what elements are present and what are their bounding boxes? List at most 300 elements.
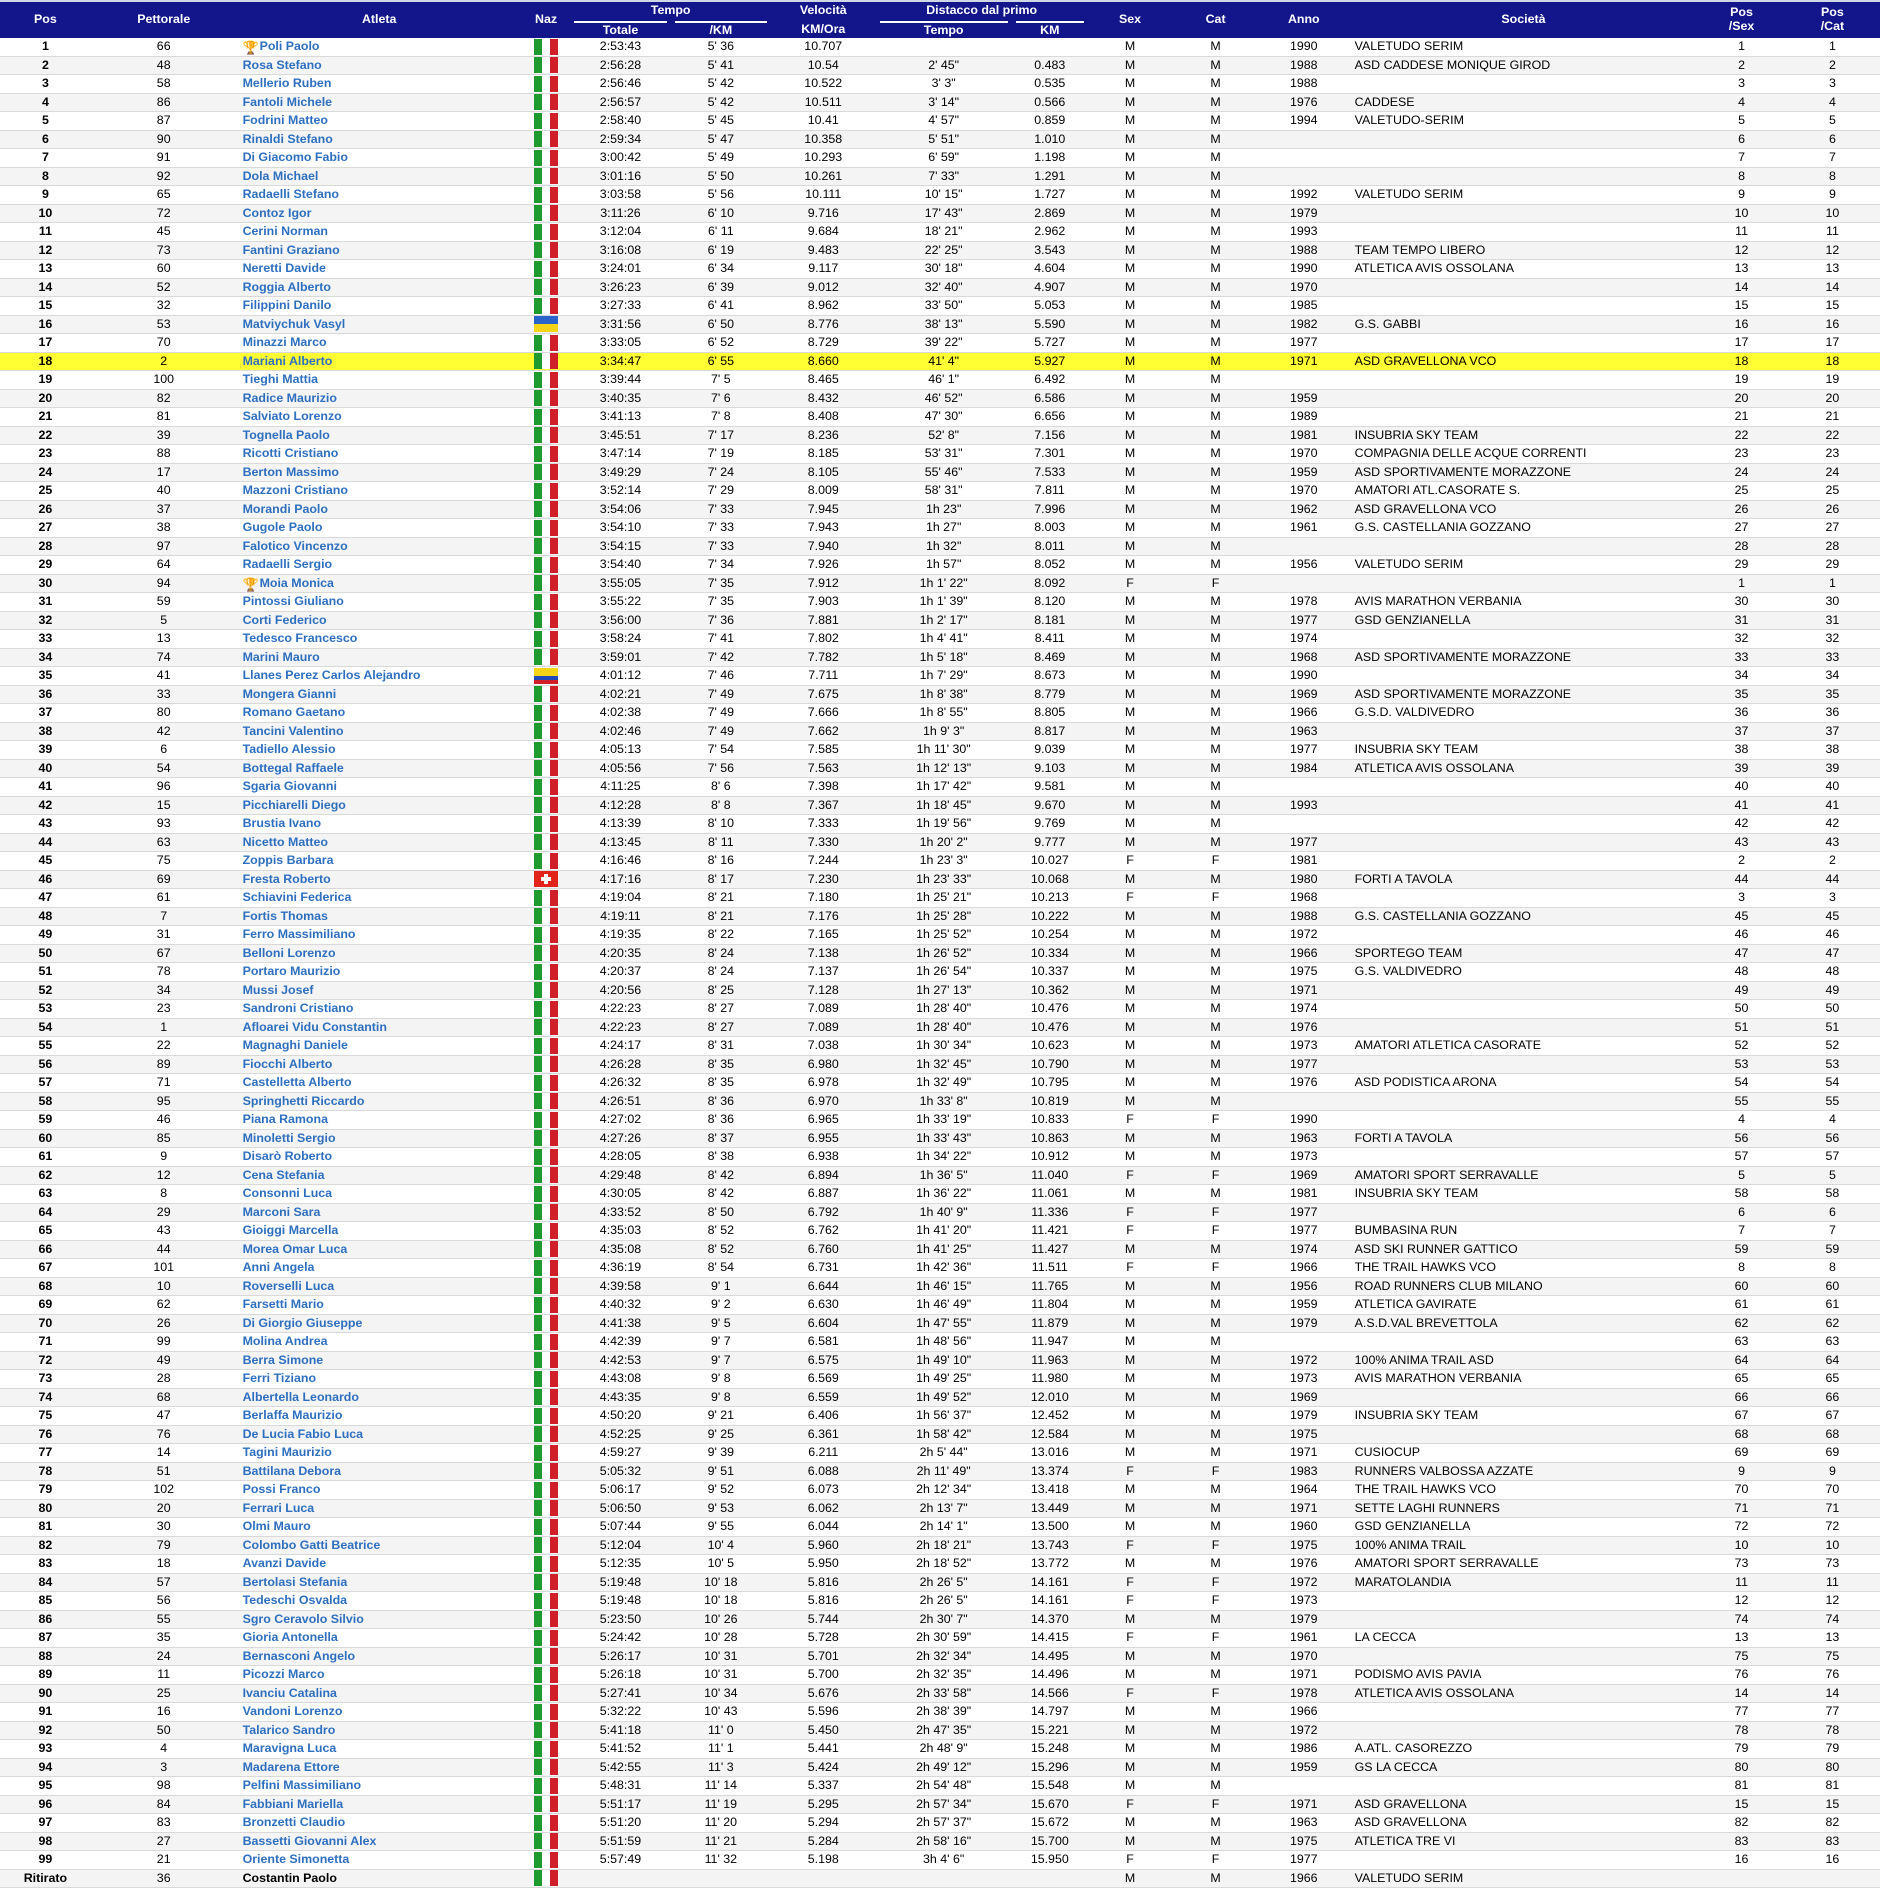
cell-distacco-tempo: 1h 33' 43" (876, 1129, 1012, 1148)
athlete-name-link[interactable]: Corti Federico (242, 612, 327, 627)
cell-pace: 6' 39 (671, 278, 771, 297)
cell-atleta[interactable] (237, 130, 522, 149)
it-flag-icon (534, 261, 558, 277)
cell-atleta[interactable] (237, 907, 522, 926)
athlete-name-link[interactable]: Fodrini Matteo (242, 113, 328, 128)
athlete-name-link[interactable]: Bertolasi Stefania (242, 1574, 348, 1589)
athlete-name-link[interactable]: Morea Omar Luca (242, 1241, 348, 1256)
cell-pettorale: 101 (91, 1259, 237, 1278)
table-row (0, 685, 1880, 704)
col-kmora[interactable]: KM/Ora (771, 20, 876, 38)
cell-sex: M (1088, 1777, 1172, 1796)
cell-anno: 1959 (1259, 1758, 1349, 1777)
cell-atleta[interactable] (237, 741, 522, 760)
cell-pos: 32 (0, 611, 91, 630)
cell-naz (522, 75, 571, 94)
cell-sex: F (1088, 1573, 1172, 1592)
athlete-name-link[interactable]: Berton Massimo (242, 464, 339, 479)
athlete-name-link[interactable]: Portaro Maurizio (242, 964, 341, 979)
athlete-name-link[interactable]: Neretti Davide (242, 261, 326, 276)
athlete-name-link[interactable]: Ferrari Luca (242, 1500, 315, 1515)
cell-pettorale: 27 (91, 1832, 237, 1851)
col-pos[interactable]: Pos (0, 0, 91, 38)
cell-atleta[interactable] (237, 482, 522, 501)
cell-atleta[interactable] (237, 500, 522, 519)
cell-atleta[interactable] (237, 1203, 522, 1222)
athlete-name-link[interactable]: Tedeschi Osvalda (242, 1593, 348, 1608)
athlete-name-link[interactable]: Matviychuk Vasyl (242, 316, 346, 331)
cell-atleta[interactable] (237, 833, 522, 852)
it-flag-icon (534, 1741, 558, 1757)
athlete-name-link[interactable]: Albertella Leonardo (242, 1389, 359, 1404)
athlete-name-link: Costantin Paolo (242, 1870, 337, 1885)
athlete-name-link[interactable]: Mussi Josef (242, 982, 314, 997)
cell-atleta[interactable] (237, 1758, 522, 1777)
athlete-name-link[interactable]: Brustia Ivano (242, 816, 322, 831)
cell-atleta[interactable] (237, 1481, 522, 1500)
athlete-name-link[interactable]: Piana Ramona (242, 1112, 328, 1127)
cell-atleta[interactable] (237, 796, 522, 815)
cell-atleta[interactable] (237, 223, 522, 242)
cell-atleta[interactable] (237, 389, 522, 408)
cell-pos-cat: 31 (1785, 611, 1880, 630)
table-row (0, 56, 1880, 75)
cell-atleta[interactable] (237, 149, 522, 168)
cell-naz (522, 1721, 571, 1740)
cell-cat: M (1172, 1555, 1259, 1574)
cell-kmora: 5.676 (771, 1684, 876, 1703)
col-distacco-km[interactable]: KM (1012, 20, 1088, 38)
cell-sex: M (1088, 1647, 1172, 1666)
cell-atleta[interactable] (237, 1610, 522, 1629)
cell-atleta[interactable] (237, 260, 522, 279)
athlete-name-link[interactable]: Fortis Thomas (242, 908, 328, 923)
cell-atleta[interactable] (237, 1388, 522, 1407)
cell-atleta[interactable] (237, 889, 522, 908)
athlete-name-link[interactable]: Ivanciu Catalina (242, 1685, 337, 1700)
athlete-name-link[interactable]: Schiavini Federica (242, 890, 352, 905)
cell-pos-cat: 15 (1785, 1795, 1880, 1814)
cell-atleta[interactable] (237, 278, 522, 297)
cell-distacco-km: 10.623 (1012, 1037, 1088, 1056)
cell-atleta[interactable] (237, 1647, 522, 1666)
athlete-name-link[interactable]: Fresta Roberto (242, 871, 331, 886)
cell-atleta[interactable] (237, 1629, 522, 1648)
cell-atleta[interactable] (237, 426, 522, 445)
cell-cat: M (1172, 1148, 1259, 1167)
athlete-name-link[interactable]: Picchiarelli Diego (242, 797, 346, 812)
cell-atleta[interactable] (237, 1721, 522, 1740)
cell-atleta[interactable] (237, 944, 522, 963)
cell-atleta[interactable] (237, 1092, 522, 1111)
cell-atleta[interactable] (237, 186, 522, 205)
athlete-name-link[interactable]: Morandi Paolo (242, 501, 328, 516)
athlete-name-link[interactable]: Rosa Stefano (242, 57, 322, 72)
athlete-name-link[interactable]: Falotico Vincenzo (242, 538, 348, 553)
cell-pos: 29 (0, 556, 91, 575)
athlete-name-link[interactable]: Romano Gaetano (242, 705, 346, 720)
cell-atleta[interactable] (237, 1333, 522, 1352)
col-tempo-km[interactable]: /KM (671, 20, 771, 38)
athlete-name-link[interactable]: Bronzetti Claudio (242, 1815, 346, 1830)
athlete-name-link[interactable]: Picozzi Marco (242, 1667, 325, 1682)
cell-atleta[interactable] (237, 1277, 522, 1296)
athlete-name-link[interactable]: Cena Stefania (242, 1167, 325, 1182)
athlete-name-link[interactable]: De Lucia Fabio Luca (242, 1426, 364, 1441)
cell-atleta[interactable] (237, 1166, 522, 1185)
athlete-name-link[interactable]: Ricotti Cristiano (242, 446, 339, 461)
cell-pos: 95 (0, 1777, 91, 1796)
athlete-name-link[interactable]: Mariani Alberto (242, 353, 333, 368)
athlete-name-link[interactable]: Pelfini Massimiliano (242, 1778, 362, 1793)
athlete-name-link[interactable]: Nicetto Matteo (242, 834, 328, 849)
cell-atleta[interactable] (237, 93, 522, 112)
athlete-name-link[interactable]: Bassetti Giovanni Alex (242, 1833, 377, 1848)
col-pettorale[interactable]: Pettorale (91, 0, 237, 38)
it-flag-icon (534, 742, 558, 758)
cell-pos-cat: 19 (1785, 371, 1880, 390)
athlete-name-link[interactable]: Poli Paolo (259, 39, 320, 54)
cell-atleta[interactable] (237, 1055, 522, 1074)
athlete-name-link[interactable]: Gugole Paolo (242, 520, 323, 535)
athlete-name-link[interactable]: Marini Mauro (242, 649, 320, 664)
athlete-name-link[interactable]: Salviato Lorenzo (242, 409, 342, 424)
cell-kmora: 9.684 (771, 223, 876, 242)
athlete-name-link[interactable]: Mazzoni Cristiano (242, 483, 348, 498)
athlete-name-link[interactable]: Di Giacomo Fabio (242, 150, 348, 165)
cell-atleta[interactable] (237, 371, 522, 390)
cell-atleta[interactable] (237, 1018, 522, 1037)
cell-anno: 1972 (1259, 1573, 1349, 1592)
cell-kmora: 6.630 (771, 1296, 876, 1315)
cell-societa (1349, 1777, 1699, 1796)
cell-pos-cat: 69 (1785, 1444, 1880, 1463)
cell-atleta[interactable] (237, 1000, 522, 1019)
cell-atleta[interactable] (237, 648, 522, 667)
cell-pos-cat: 68 (1785, 1425, 1880, 1444)
athlete-name-link[interactable]: Berlaffa Maurizio (242, 1408, 343, 1423)
it-flag-icon (534, 298, 558, 314)
cell-atleta[interactable] (237, 445, 522, 464)
cell-atleta[interactable] (237, 593, 522, 612)
athlete-name-link[interactable]: Marconi Sara (242, 1204, 321, 1219)
cell-societa: SPORTEGO TEAM (1349, 944, 1699, 963)
athlete-name-link[interactable]: Afloarei Vidu Constantin (242, 1019, 387, 1034)
cell-totale: 3:49:29 (570, 463, 670, 482)
cell-pettorale: 7 (91, 907, 237, 926)
cell-distacco-tempo: 1h 1' 39" (876, 593, 1012, 612)
cell-atleta[interactable] (237, 963, 522, 982)
athlete-name-link[interactable]: Cerini Norman (242, 224, 328, 239)
cell-pos: 92 (0, 1721, 91, 1740)
athlete-name-link[interactable]: Avanzi Davide (242, 1556, 327, 1571)
athlete-name-link[interactable]: Tedesco Francesco (242, 631, 358, 646)
cell-atleta[interactable] (237, 38, 522, 56)
cell-atleta[interactable] (237, 1462, 522, 1481)
athlete-name-link[interactable]: Possi Franco (242, 1482, 321, 1497)
athlete-name-link[interactable]: Llanes Perez Carlos Alejandro (242, 668, 421, 683)
cell-anno: 1979 (1259, 1610, 1349, 1629)
cell-atleta[interactable] (237, 1536, 522, 1555)
athlete-name-link[interactable]: Fabbiani Mariella (242, 1796, 344, 1811)
cell-distacco-km: 9.670 (1012, 796, 1088, 815)
cell-atleta[interactable] (237, 1222, 522, 1241)
athlete-name-link[interactable]: Vandoni Lorenzo (242, 1704, 343, 1719)
cell-totale: 4:26:28 (570, 1055, 670, 1074)
athlete-name-link[interactable]: Contoz Igor (242, 205, 312, 220)
athlete-name-link[interactable]: Gioiggi Marcella (242, 1223, 339, 1238)
athlete-name-link[interactable]: Fantini Graziano (242, 242, 340, 257)
col-societa[interactable]: Società (1349, 0, 1699, 38)
cell-anno: 1971 (1259, 1795, 1349, 1814)
cell-atleta[interactable] (237, 556, 522, 575)
cell-naz (522, 1203, 571, 1222)
cell-atleta[interactable] (237, 315, 522, 334)
athlete-name-link[interactable]: Roverselli Luca (242, 1278, 335, 1293)
cell-atleta[interactable] (237, 1314, 522, 1333)
cell-atleta[interactable] (237, 408, 522, 427)
cell-pos-cat: 20 (1785, 389, 1880, 408)
athlete-name-link[interactable]: Maravigna Luca (242, 1741, 337, 1756)
cell-atleta[interactable] (237, 352, 522, 371)
cell-atleta[interactable] (237, 519, 522, 538)
athlete-name-link[interactable]: Tognella Paolo (242, 427, 330, 442)
col-pos-cat[interactable]: Pos /Cat (1785, 0, 1880, 38)
cell-naz (522, 1222, 571, 1241)
athlete-name-link[interactable]: Pintossi Giuliano (242, 594, 344, 609)
col-velocita[interactable]: Velocità (771, 0, 876, 20)
cell-atleta[interactable] (237, 1684, 522, 1703)
cell-atleta[interactable] (237, 1111, 522, 1130)
cell-atleta[interactable] (237, 981, 522, 1000)
athlete-name-link[interactable]: Ferri Tiziano (242, 1371, 317, 1386)
cell-anno: 1956 (1259, 1277, 1349, 1296)
table-row (0, 704, 1880, 723)
athlete-name-link[interactable]: Magnaghi Daniele (242, 1038, 348, 1053)
col-pos-sex[interactable]: Pos /Sex (1698, 0, 1785, 38)
cell-atleta[interactable] (237, 463, 522, 482)
athlete-name-link[interactable]: Farsetti Mario (242, 1297, 324, 1312)
athlete-name-link[interactable]: Tagini Maurizio (242, 1445, 332, 1460)
col-atleta[interactable]: Atleta (237, 0, 522, 38)
cell-pace: 5' 36 (671, 38, 771, 56)
cell-atleta[interactable] (237, 75, 522, 94)
cell-pos-sex: 33 (1698, 648, 1785, 667)
cell-atleta[interactable] (237, 1703, 522, 1722)
cell-naz (522, 1277, 571, 1296)
cell-distacco-tempo: 2h 48' 9" (876, 1740, 1012, 1759)
table-row (0, 870, 1880, 889)
cell-atleta[interactable] (237, 334, 522, 353)
cell-naz (522, 408, 571, 427)
col-naz[interactable]: Naz (522, 0, 571, 38)
cell-atleta[interactable] (237, 759, 522, 778)
it-flag-icon (534, 1796, 558, 1812)
cell-atleta[interactable] (237, 704, 522, 723)
cell-atleta[interactable] (237, 56, 522, 75)
cell-atleta[interactable] (237, 297, 522, 316)
col-cat[interactable]: Cat (1172, 0, 1259, 38)
athlete-name-link[interactable]: Gioria Antonella (242, 1630, 338, 1645)
cell-atleta[interactable] (237, 1832, 522, 1851)
athlete-name-link[interactable]: Sgaria Giovanni (242, 779, 337, 794)
cell-sex: M (1088, 1481, 1172, 1500)
cell-atleta[interactable] (237, 611, 522, 630)
table-row (0, 648, 1880, 667)
cell-totale: 5:51:17 (570, 1795, 670, 1814)
cell-naz (522, 1185, 571, 1204)
athlete-name-link[interactable]: Sandroni Cristiano (242, 1001, 354, 1016)
cell-atleta[interactable] (237, 1351, 522, 1370)
cell-atleta[interactable] (237, 1129, 522, 1148)
athlete-name-link[interactable]: Moia Monica (259, 575, 334, 590)
athlete-name-link[interactable]: Olmi Mauro (242, 1519, 311, 1534)
athlete-name-link[interactable]: Filippini Danilo (242, 298, 332, 313)
cell-kmora: 5.700 (771, 1666, 876, 1685)
athlete-name-link[interactable]: Consonni Luca (242, 1186, 333, 1201)
cell-naz (522, 1018, 571, 1037)
cell-atleta[interactable] (237, 167, 522, 186)
cell-atleta[interactable] (237, 241, 522, 260)
cell-kmora: 5.337 (771, 1777, 876, 1796)
cell-atleta[interactable] (237, 630, 522, 649)
cell-atleta[interactable] (237, 815, 522, 834)
cell-atleta[interactable] (237, 1869, 522, 1888)
cell-pos: 47 (0, 889, 91, 908)
cell-atleta[interactable] (237, 1795, 522, 1814)
it-flag-icon (534, 483, 558, 499)
athlete-name-link[interactable]: Belloni Lorenzo (242, 945, 336, 960)
cell-atleta[interactable] (237, 685, 522, 704)
athlete-name-link[interactable]: Ferro Massimiliano (242, 927, 356, 942)
athlete-name-link[interactable]: Disarò Roberto (242, 1149, 333, 1164)
cell-distacco-tempo: 1h 33' 8" (876, 1092, 1012, 1111)
cell-atleta[interactable] (237, 926, 522, 945)
athlete-name-link[interactable]: Di Giorgio Giuseppe (242, 1315, 363, 1330)
col-tempo-totale[interactable]: Totale (570, 20, 670, 38)
cell-atleta[interactable] (237, 1777, 522, 1796)
athlete-name-link[interactable]: Fiocchi Alberto (242, 1056, 333, 1071)
cell-atleta[interactable] (237, 1851, 522, 1870)
athlete-name-link[interactable]: Springhetti Riccardo (242, 1093, 365, 1108)
athlete-name-link[interactable]: Minoletti Sergio (242, 1130, 336, 1145)
cell-atleta[interactable] (237, 1148, 522, 1167)
athlete-name-link[interactable]: Molina Andrea (242, 1334, 328, 1349)
athlete-name-link[interactable]: Madarena Ettore (242, 1759, 340, 1774)
cell-atleta[interactable] (237, 1573, 522, 1592)
athlete-name-link[interactable]: Bernasconi Angelo (242, 1648, 356, 1663)
cell-atleta[interactable] (237, 1666, 522, 1685)
cell-atleta[interactable] (237, 574, 522, 593)
athlete-name-link[interactable]: Zoppis Barbara (242, 853, 334, 868)
table-row (0, 1518, 1880, 1537)
cell-pos: 35 (0, 667, 91, 686)
athlete-name-link[interactable]: Talarico Sandro (242, 1722, 336, 1737)
cell-atleta[interactable] (237, 778, 522, 797)
cell-atleta[interactable] (237, 1444, 522, 1463)
it-flag-icon (534, 1870, 558, 1886)
cell-pos: 16 (0, 315, 91, 334)
cell-atleta[interactable] (237, 204, 522, 223)
athlete-name-link[interactable]: Colombo Gatti Beatrice (242, 1537, 381, 1552)
cell-distacco-tempo: 2h 38' 39" (876, 1703, 1012, 1722)
cell-atleta[interactable] (237, 1740, 522, 1759)
cell-atleta[interactable] (237, 1370, 522, 1389)
athlete-name-link[interactable]: Minazzi Marco (242, 335, 327, 350)
cell-atleta[interactable] (237, 1592, 522, 1611)
athlete-name-link[interactable]: Tancini Valentino (242, 723, 344, 738)
athlete-name-link[interactable]: Anni Angela (242, 1260, 315, 1275)
cell-atleta[interactable] (237, 1240, 522, 1259)
cell-atleta[interactable] (237, 722, 522, 741)
cell-atleta[interactable] (237, 667, 522, 686)
cell-pettorale: 36 (91, 1869, 237, 1888)
cell-atleta[interactable] (237, 1074, 522, 1093)
athlete-name-link[interactable]: Dola Michael (242, 168, 319, 183)
cell-pos: 96 (0, 1795, 91, 1814)
cell-distacco-tempo: 1h 8' 38" (876, 685, 1012, 704)
cell-atleta[interactable] (237, 1814, 522, 1833)
cell-cat: M (1172, 926, 1259, 945)
cell-atleta[interactable] (237, 1407, 522, 1426)
athlete-name-link[interactable]: Roggia Alberto (242, 279, 331, 294)
cell-atleta[interactable] (237, 1259, 522, 1278)
cell-atleta[interactable] (237, 1296, 522, 1315)
cell-pace: 6' 50 (671, 315, 771, 334)
athlete-name-link[interactable]: Mellerio Ruben (242, 76, 332, 91)
athlete-name-link[interactable]: Castelletta Alberto (242, 1075, 352, 1090)
cell-atleta[interactable] (237, 1555, 522, 1574)
cell-pace: 10' 18 (671, 1573, 771, 1592)
athlete-name-link[interactable]: Radaelli Sergio (242, 557, 333, 572)
athlete-name-link[interactable]: Tadiello Alessio (242, 742, 336, 757)
cell-atleta[interactable] (237, 1037, 522, 1056)
athlete-name-link[interactable]: Rinaldi Stefano (242, 131, 333, 146)
athlete-name-link[interactable]: Radice Maurizio (242, 390, 337, 405)
cell-distacco-km: 10.254 (1012, 926, 1088, 945)
athlete-name-link[interactable]: Battilana Debora (242, 1463, 342, 1478)
athlete-name-link[interactable]: Oriente Simonetta (242, 1852, 350, 1867)
cell-pace: 9' 55 (671, 1518, 771, 1537)
cell-pace: 6' 41 (671, 297, 771, 316)
cell-pos-cat: 12 (1785, 1592, 1880, 1611)
cell-atleta[interactable] (237, 852, 522, 871)
cell-anno: 1959 (1259, 463, 1349, 482)
athlete-name-link[interactable]: Berra Simone (242, 1352, 324, 1367)
cell-atleta[interactable] (237, 1425, 522, 1444)
cell-naz (522, 482, 571, 501)
athlete-name-link[interactable]: Fantoli Michele (242, 94, 333, 109)
cell-atleta[interactable] (237, 1499, 522, 1518)
athlete-name-link[interactable]: Bottegal Raffaele (242, 760, 344, 775)
cell-atleta[interactable] (237, 112, 522, 131)
col-anno[interactable]: Anno (1259, 0, 1349, 38)
cell-atleta[interactable] (237, 1185, 522, 1204)
cell-atleta[interactable] (237, 870, 522, 889)
cell-pos-cat: 45 (1785, 907, 1880, 926)
col-sex[interactable]: Sex (1088, 0, 1172, 38)
cell-atleta[interactable] (237, 1518, 522, 1537)
cell-atleta[interactable] (237, 537, 522, 556)
cell-pos: 4 (0, 93, 91, 112)
athlete-name-link[interactable]: Mongera Gianni (242, 686, 337, 701)
athlete-name-link[interactable]: Sgro Ceravolo Silvio (242, 1611, 364, 1626)
athlete-name-link[interactable]: Tieghi Mattia (242, 372, 319, 387)
cell-pettorale: 75 (91, 852, 237, 871)
col-distacco-tempo[interactable]: Tempo (876, 20, 1012, 38)
cell-pettorale: 37 (91, 500, 237, 519)
athlete-name-link[interactable]: Radaelli Stefano (242, 187, 339, 202)
